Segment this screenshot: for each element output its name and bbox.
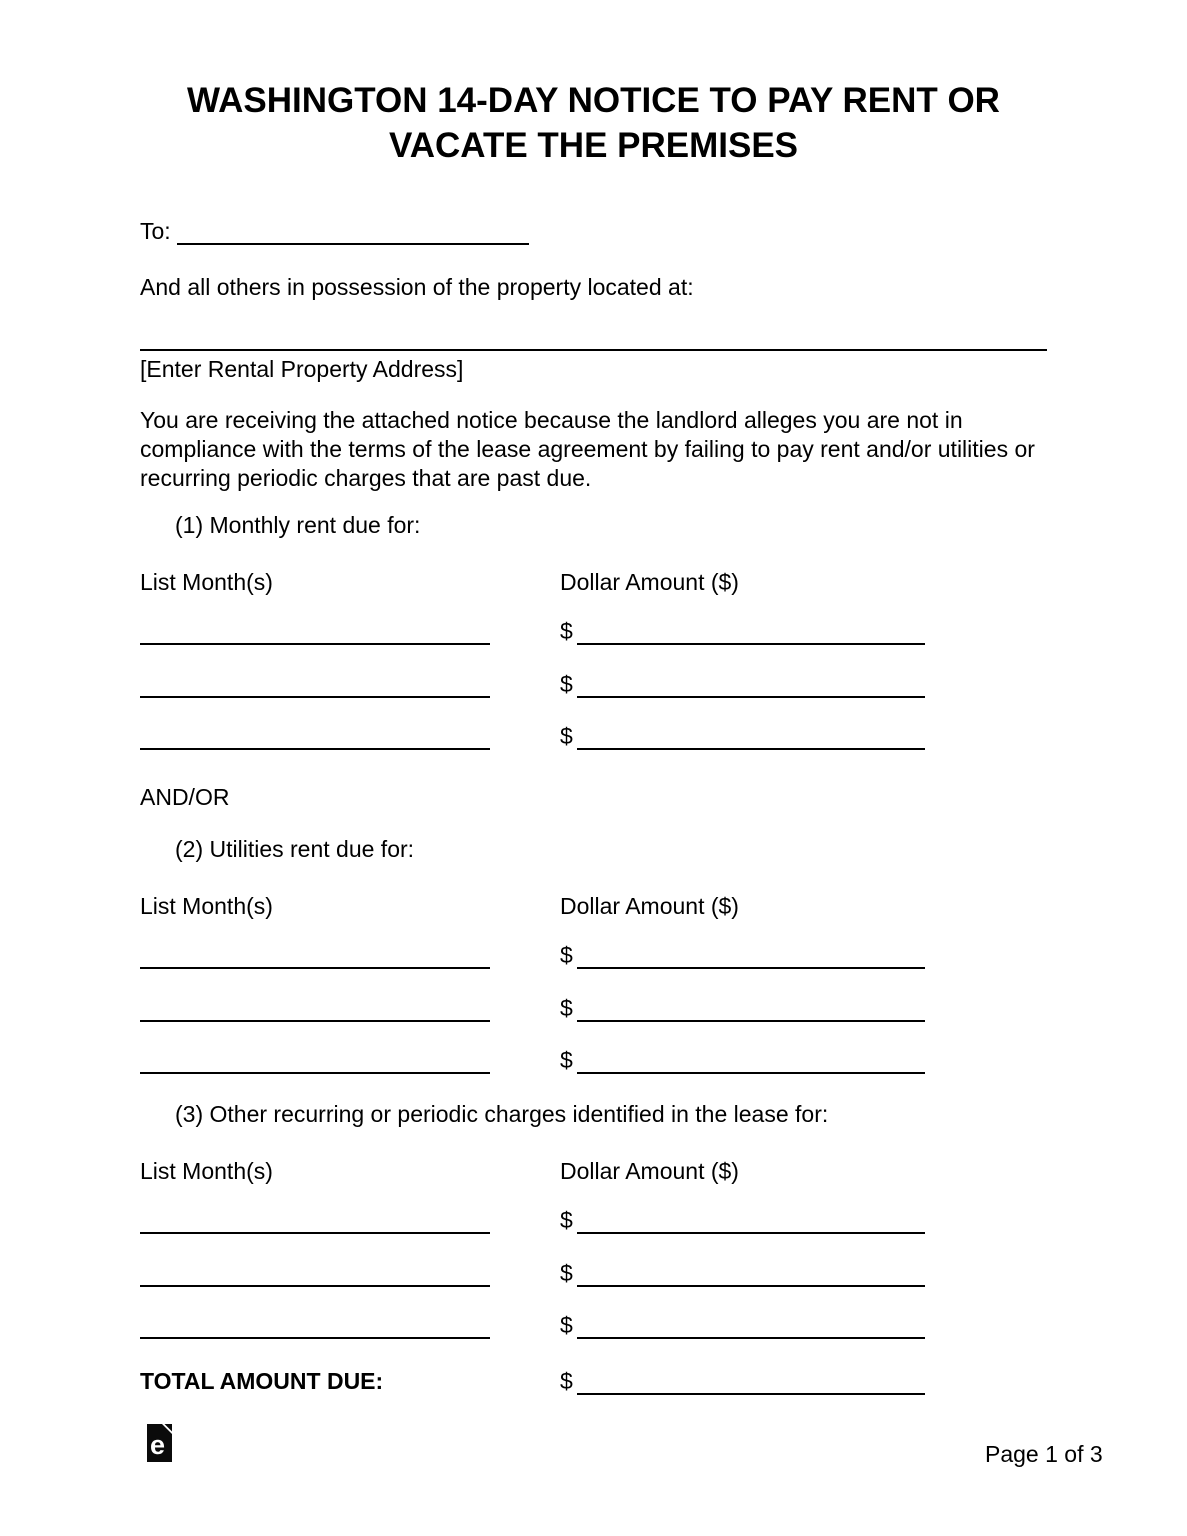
rental-property-address-field[interactable] — [140, 324, 1047, 351]
to-row — [140, 218, 529, 245]
amount-field[interactable] — [577, 943, 925, 969]
amount-field[interactable] — [577, 724, 925, 750]
page-indicator: Page 1 of 3 — [985, 1441, 1103, 1467]
rent-row — [140, 1208, 1050, 1234]
to-label: To: — [140, 218, 171, 244]
total-amount-label: TOTAL AMOUNT DUE: — [140, 1368, 384, 1394]
column-header-amount: Dollar Amount ($) — [560, 893, 739, 919]
dollar-sign: $ — [560, 1368, 573, 1394]
amount-field[interactable] — [577, 1048, 925, 1074]
month-field[interactable] — [140, 619, 490, 645]
amount-field[interactable] — [577, 1261, 925, 1287]
possession-text: And all others in possession of the property located at: — [140, 274, 694, 300]
to-field[interactable] — [177, 221, 529, 245]
and-or-label: AND/OR — [140, 784, 230, 810]
column-header-month: List Month(s) — [140, 893, 273, 919]
section-monthly-rent — [140, 512, 1050, 752]
month-field[interactable] — [140, 1261, 490, 1287]
dollar-sign: $ — [560, 671, 573, 697]
amount-field[interactable] — [577, 672, 925, 698]
intro-paragraph: You are receiving the attached notice because the landlord alleges you are not in compliance with the terms of the lease agreement by failing to pay rent and/or utilities or recurring periodic charges that are past due. — [140, 407, 1035, 491]
rent-row — [140, 619, 1050, 645]
section-other-charges — [140, 1101, 1050, 1341]
amount-field[interactable] — [577, 996, 925, 1022]
total-amount-field[interactable] — [577, 1369, 925, 1395]
dollar-sign: $ — [560, 1047, 573, 1073]
address-caption: [Enter Rental Property Address] — [140, 356, 464, 382]
rent-row — [140, 996, 1050, 1022]
page-title-line2: VACATE THE PREMISES — [388, 126, 799, 165]
section-utilities-rent — [140, 836, 1050, 1076]
section-heading: (2) Utilities rent due for: — [175, 836, 415, 862]
eforms-logo-icon — [147, 1424, 172, 1462]
month-field[interactable] — [140, 1208, 490, 1234]
svg-text:e: e — [150, 1430, 166, 1460]
amount-field[interactable] — [577, 1208, 925, 1234]
column-header-month: List Month(s) — [140, 1158, 273, 1184]
column-header-amount: Dollar Amount ($) — [560, 569, 739, 595]
dollar-sign: $ — [560, 1312, 573, 1338]
rent-row — [140, 943, 1050, 969]
month-field[interactable] — [140, 672, 490, 698]
column-header-month: List Month(s) — [140, 569, 273, 595]
section-heading: (3) Other recurring or periodic charges identified in the lease for: — [175, 1101, 829, 1127]
rent-row — [140, 724, 1050, 750]
month-field[interactable] — [140, 724, 490, 750]
amount-field[interactable] — [577, 1313, 925, 1339]
dollar-sign: $ — [560, 618, 573, 644]
dollar-sign: $ — [560, 723, 573, 749]
month-field[interactable] — [140, 943, 490, 969]
dollar-sign: $ — [560, 995, 573, 1021]
total-amount-row — [140, 1369, 1050, 1395]
rent-row — [140, 672, 1050, 698]
column-header-amount: Dollar Amount ($) — [560, 1158, 739, 1184]
rent-row — [140, 1048, 1050, 1074]
dollar-sign: $ — [560, 1207, 573, 1233]
rent-row — [140, 1313, 1050, 1339]
month-field[interactable] — [140, 1048, 490, 1074]
dollar-sign: $ — [560, 1260, 573, 1286]
amount-field[interactable] — [577, 619, 925, 645]
page-title — [0, 78, 1187, 168]
page-title-line1: WASHINGTON 14-DAY NOTICE TO PAY RENT OR — [187, 81, 1000, 120]
section-heading: (1) Monthly rent due for: — [175, 512, 421, 538]
month-field[interactable] — [140, 1313, 490, 1339]
month-field[interactable] — [140, 996, 490, 1022]
rent-row — [140, 1261, 1050, 1287]
dollar-sign: $ — [560, 942, 573, 968]
